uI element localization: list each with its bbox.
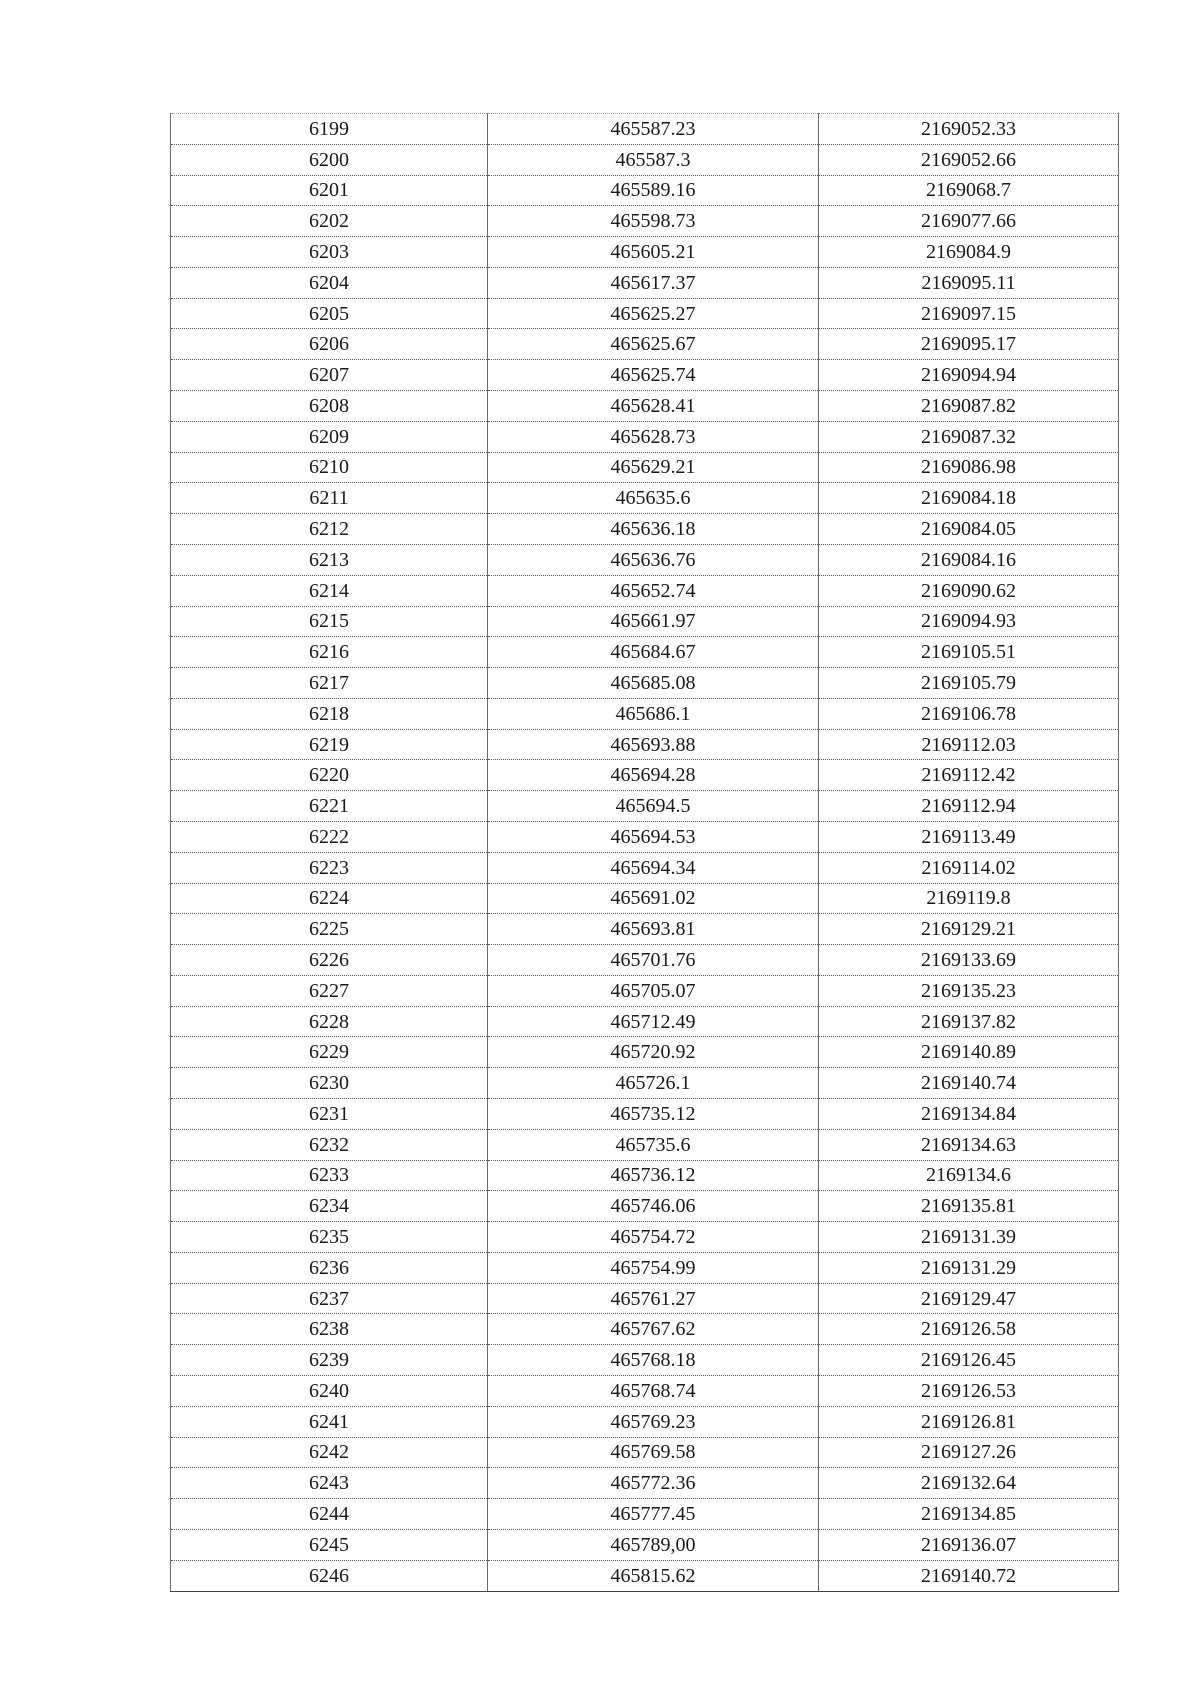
table-row bbox=[171, 1160, 1119, 1191]
point-number-cell: 6206 bbox=[171, 329, 488, 360]
point-number-cell: 6229 bbox=[171, 1037, 488, 1068]
y-coordinate-cell: 2169087.32 bbox=[819, 421, 1119, 452]
x-coordinate-cell: 465694.34 bbox=[488, 852, 819, 883]
table-row bbox=[171, 945, 1119, 976]
x-coordinate-cell: 465693.88 bbox=[488, 729, 819, 760]
x-coordinate-cell: 465628.73 bbox=[488, 421, 819, 452]
y-coordinate-cell: 2169112.94 bbox=[819, 791, 1119, 822]
table-row bbox=[171, 852, 1119, 883]
y-coordinate-cell: 2169084.18 bbox=[819, 483, 1119, 514]
y-coordinate-cell: 2169114.02 bbox=[819, 852, 1119, 883]
x-coordinate-cell: 465736.12 bbox=[488, 1160, 819, 1191]
y-coordinate-cell: 2169126.58 bbox=[819, 1314, 1119, 1345]
table-row bbox=[171, 1222, 1119, 1253]
table-row bbox=[171, 1529, 1119, 1560]
point-number-cell: 6212 bbox=[171, 514, 488, 545]
y-coordinate-cell: 2169090.62 bbox=[819, 575, 1119, 606]
y-coordinate-cell: 2169134.84 bbox=[819, 1099, 1119, 1130]
y-coordinate-cell: 2169134.6 bbox=[819, 1160, 1119, 1191]
y-coordinate-cell: 2169105.79 bbox=[819, 668, 1119, 699]
y-coordinate-cell: 2169132.64 bbox=[819, 1468, 1119, 1499]
point-number-cell: 6245 bbox=[171, 1529, 488, 1560]
y-coordinate-cell: 2169112.03 bbox=[819, 729, 1119, 760]
x-coordinate-cell: 465694.28 bbox=[488, 760, 819, 791]
point-number-cell: 6215 bbox=[171, 606, 488, 637]
y-coordinate-cell: 2169126.81 bbox=[819, 1406, 1119, 1437]
table-row bbox=[171, 668, 1119, 699]
x-coordinate-cell: 465769.58 bbox=[488, 1437, 819, 1468]
y-coordinate-cell: 2169119.8 bbox=[819, 883, 1119, 914]
y-coordinate-cell: 2169140.72 bbox=[819, 1560, 1119, 1591]
point-number-cell: 6243 bbox=[171, 1468, 488, 1499]
table-row bbox=[171, 1006, 1119, 1037]
table-row bbox=[171, 883, 1119, 914]
table-row bbox=[171, 975, 1119, 1006]
y-coordinate-cell: 2169113.49 bbox=[819, 821, 1119, 852]
y-coordinate-cell: 2169126.45 bbox=[819, 1345, 1119, 1376]
x-coordinate-cell: 465735.12 bbox=[488, 1099, 819, 1130]
y-coordinate-cell: 2169106.78 bbox=[819, 698, 1119, 729]
y-coordinate-cell: 2169094.94 bbox=[819, 360, 1119, 391]
point-number-cell: 6238 bbox=[171, 1314, 488, 1345]
x-coordinate-cell: 465628.41 bbox=[488, 391, 819, 422]
x-coordinate-cell: 465694.5 bbox=[488, 791, 819, 822]
y-coordinate-cell: 2169095.17 bbox=[819, 329, 1119, 360]
y-coordinate-cell: 2169131.29 bbox=[819, 1252, 1119, 1283]
table-row bbox=[171, 1468, 1119, 1499]
table-row bbox=[171, 206, 1119, 237]
coordinates-table bbox=[170, 113, 1119, 1592]
x-coordinate-cell: 465693.81 bbox=[488, 914, 819, 945]
y-coordinate-cell: 2169052.66 bbox=[819, 144, 1119, 175]
y-coordinate-cell: 2169131.39 bbox=[819, 1222, 1119, 1253]
x-coordinate-cell: 465691.02 bbox=[488, 883, 819, 914]
point-number-cell: 6205 bbox=[171, 298, 488, 329]
point-number-cell: 6231 bbox=[171, 1099, 488, 1130]
table-row bbox=[171, 1099, 1119, 1130]
x-coordinate-cell: 465587.23 bbox=[488, 114, 819, 145]
x-coordinate-cell: 465712.49 bbox=[488, 1006, 819, 1037]
table-row bbox=[171, 1037, 1119, 1068]
x-coordinate-cell: 465754.72 bbox=[488, 1222, 819, 1253]
table-row bbox=[171, 914, 1119, 945]
x-coordinate-cell: 465815.62 bbox=[488, 1560, 819, 1591]
y-coordinate-cell: 2169097.15 bbox=[819, 298, 1119, 329]
x-coordinate-cell: 465768.74 bbox=[488, 1376, 819, 1407]
y-coordinate-cell: 2169137.82 bbox=[819, 1006, 1119, 1037]
point-number-cell: 6201 bbox=[171, 175, 488, 206]
y-coordinate-cell: 2169133.69 bbox=[819, 945, 1119, 976]
point-number-cell: 6213 bbox=[171, 544, 488, 575]
x-coordinate-cell: 465694.53 bbox=[488, 821, 819, 852]
point-number-cell: 6244 bbox=[171, 1499, 488, 1530]
table-row bbox=[171, 175, 1119, 206]
x-coordinate-cell: 465720.92 bbox=[488, 1037, 819, 1068]
table-row bbox=[171, 1252, 1119, 1283]
point-number-cell: 6236 bbox=[171, 1252, 488, 1283]
x-coordinate-cell: 465635.6 bbox=[488, 483, 819, 514]
y-coordinate-cell: 2169126.53 bbox=[819, 1376, 1119, 1407]
table-row bbox=[171, 760, 1119, 791]
y-coordinate-cell: 2169094.93 bbox=[819, 606, 1119, 637]
y-coordinate-cell: 2169095.11 bbox=[819, 267, 1119, 298]
y-coordinate-cell: 2169112.42 bbox=[819, 760, 1119, 791]
y-coordinate-cell: 2169135.23 bbox=[819, 975, 1119, 1006]
table-row bbox=[171, 637, 1119, 668]
x-coordinate-cell: 465605.21 bbox=[488, 237, 819, 268]
point-number-cell: 6222 bbox=[171, 821, 488, 852]
y-coordinate-cell: 2169086.98 bbox=[819, 452, 1119, 483]
x-coordinate-cell: 465589.16 bbox=[488, 175, 819, 206]
point-number-cell: 6224 bbox=[171, 883, 488, 914]
table-row bbox=[171, 360, 1119, 391]
point-number-cell: 6218 bbox=[171, 698, 488, 729]
point-number-cell: 6233 bbox=[171, 1160, 488, 1191]
table-row bbox=[171, 421, 1119, 452]
table-row bbox=[171, 298, 1119, 329]
table-row bbox=[171, 452, 1119, 483]
point-number-cell: 6208 bbox=[171, 391, 488, 422]
x-coordinate-cell: 465761.27 bbox=[488, 1283, 819, 1314]
x-coordinate-cell: 465652.74 bbox=[488, 575, 819, 606]
x-coordinate-cell: 465636.18 bbox=[488, 514, 819, 545]
y-coordinate-cell: 2169105.51 bbox=[819, 637, 1119, 668]
point-number-cell: 6234 bbox=[171, 1191, 488, 1222]
table-row bbox=[171, 483, 1119, 514]
y-coordinate-cell: 2169140.89 bbox=[819, 1037, 1119, 1068]
x-coordinate-cell: 465684.67 bbox=[488, 637, 819, 668]
point-number-cell: 6235 bbox=[171, 1222, 488, 1253]
y-coordinate-cell: 2169136.07 bbox=[819, 1529, 1119, 1560]
y-coordinate-cell: 2169140.74 bbox=[819, 1068, 1119, 1099]
point-number-cell: 6202 bbox=[171, 206, 488, 237]
point-number-cell: 6242 bbox=[171, 1437, 488, 1468]
table-row bbox=[171, 514, 1119, 545]
y-coordinate-cell: 2169129.47 bbox=[819, 1283, 1119, 1314]
table-row bbox=[171, 1406, 1119, 1437]
table-row bbox=[171, 575, 1119, 606]
x-coordinate-cell: 465746.06 bbox=[488, 1191, 819, 1222]
point-number-cell: 6237 bbox=[171, 1283, 488, 1314]
point-number-cell: 6200 bbox=[171, 144, 488, 175]
point-number-cell: 6211 bbox=[171, 483, 488, 514]
x-coordinate-cell: 465754.99 bbox=[488, 1252, 819, 1283]
table-row bbox=[171, 1129, 1119, 1160]
table-row bbox=[171, 1376, 1119, 1407]
table-row bbox=[171, 606, 1119, 637]
point-number-cell: 6226 bbox=[171, 945, 488, 976]
point-number-cell: 6227 bbox=[171, 975, 488, 1006]
x-coordinate-cell: 465777.45 bbox=[488, 1499, 819, 1530]
point-number-cell: 6246 bbox=[171, 1560, 488, 1591]
table-row bbox=[171, 1068, 1119, 1099]
x-coordinate-cell: 465636.76 bbox=[488, 544, 819, 575]
table-row bbox=[171, 114, 1119, 145]
x-coordinate-cell: 465772.36 bbox=[488, 1468, 819, 1499]
x-coordinate-cell: 465735.6 bbox=[488, 1129, 819, 1160]
y-coordinate-cell: 2169077.66 bbox=[819, 206, 1119, 237]
table-row bbox=[171, 144, 1119, 175]
point-number-cell: 6230 bbox=[171, 1068, 488, 1099]
y-coordinate-cell: 2169052.33 bbox=[819, 114, 1119, 145]
point-number-cell: 6203 bbox=[171, 237, 488, 268]
x-coordinate-cell: 465768.18 bbox=[488, 1345, 819, 1376]
y-coordinate-cell: 2169129.21 bbox=[819, 914, 1119, 945]
point-number-cell: 6228 bbox=[171, 1006, 488, 1037]
table-row bbox=[171, 1191, 1119, 1222]
y-coordinate-cell: 2169068.7 bbox=[819, 175, 1119, 206]
x-coordinate-cell: 465685.08 bbox=[488, 668, 819, 699]
y-coordinate-cell: 2169134.85 bbox=[819, 1499, 1119, 1530]
table-row bbox=[171, 1283, 1119, 1314]
table-row bbox=[171, 1314, 1119, 1345]
table-row bbox=[171, 729, 1119, 760]
point-number-cell: 6210 bbox=[171, 452, 488, 483]
table-row bbox=[171, 791, 1119, 822]
x-coordinate-cell: 465617.37 bbox=[488, 267, 819, 298]
table-row bbox=[171, 698, 1119, 729]
table-row bbox=[171, 1499, 1119, 1530]
x-coordinate-cell: 465629.21 bbox=[488, 452, 819, 483]
y-coordinate-cell: 2169135.81 bbox=[819, 1191, 1119, 1222]
point-number-cell: 6209 bbox=[171, 421, 488, 452]
y-coordinate-cell: 2169127.26 bbox=[819, 1437, 1119, 1468]
x-coordinate-cell: 465625.74 bbox=[488, 360, 819, 391]
point-number-cell: 6220 bbox=[171, 760, 488, 791]
point-number-cell: 6223 bbox=[171, 852, 488, 883]
point-number-cell: 6232 bbox=[171, 1129, 488, 1160]
table-row bbox=[171, 544, 1119, 575]
x-coordinate-cell: 465726.1 bbox=[488, 1068, 819, 1099]
x-coordinate-cell: 465769.23 bbox=[488, 1406, 819, 1437]
point-number-cell: 6239 bbox=[171, 1345, 488, 1376]
x-coordinate-cell: 465625.27 bbox=[488, 298, 819, 329]
table-row bbox=[171, 1345, 1119, 1376]
point-number-cell: 6204 bbox=[171, 267, 488, 298]
x-coordinate-cell: 465686.1 bbox=[488, 698, 819, 729]
point-number-cell: 6207 bbox=[171, 360, 488, 391]
table-body bbox=[171, 114, 1119, 1592]
point-number-cell: 6217 bbox=[171, 668, 488, 699]
point-number-cell: 6225 bbox=[171, 914, 488, 945]
table-row bbox=[171, 267, 1119, 298]
table-row bbox=[171, 1560, 1119, 1591]
x-coordinate-cell: 465705.07 bbox=[488, 975, 819, 1006]
table-row bbox=[171, 329, 1119, 360]
y-coordinate-cell: 2169134.63 bbox=[819, 1129, 1119, 1160]
table-row bbox=[171, 821, 1119, 852]
x-coordinate-cell: 465767.62 bbox=[488, 1314, 819, 1345]
point-number-cell: 6216 bbox=[171, 637, 488, 668]
table-row bbox=[171, 237, 1119, 268]
x-coordinate-cell: 465661.97 bbox=[488, 606, 819, 637]
point-number-cell: 6240 bbox=[171, 1376, 488, 1407]
x-coordinate-cell: 465701.76 bbox=[488, 945, 819, 976]
table-row bbox=[171, 1437, 1119, 1468]
x-coordinate-cell: 465598.73 bbox=[488, 206, 819, 237]
table-row bbox=[171, 391, 1119, 422]
point-number-cell: 6199 bbox=[171, 114, 488, 145]
y-coordinate-cell: 2169084.16 bbox=[819, 544, 1119, 575]
x-coordinate-cell: 465789,00 bbox=[488, 1529, 819, 1560]
x-coordinate-cell: 465625.67 bbox=[488, 329, 819, 360]
x-coordinate-cell: 465587.3 bbox=[488, 144, 819, 175]
y-coordinate-cell: 2169087.82 bbox=[819, 391, 1119, 422]
y-coordinate-cell: 2169084.9 bbox=[819, 237, 1119, 268]
point-number-cell: 6241 bbox=[171, 1406, 488, 1437]
point-number-cell: 6214 bbox=[171, 575, 488, 606]
y-coordinate-cell: 2169084.05 bbox=[819, 514, 1119, 545]
point-number-cell: 6219 bbox=[171, 729, 488, 760]
point-number-cell: 6221 bbox=[171, 791, 488, 822]
